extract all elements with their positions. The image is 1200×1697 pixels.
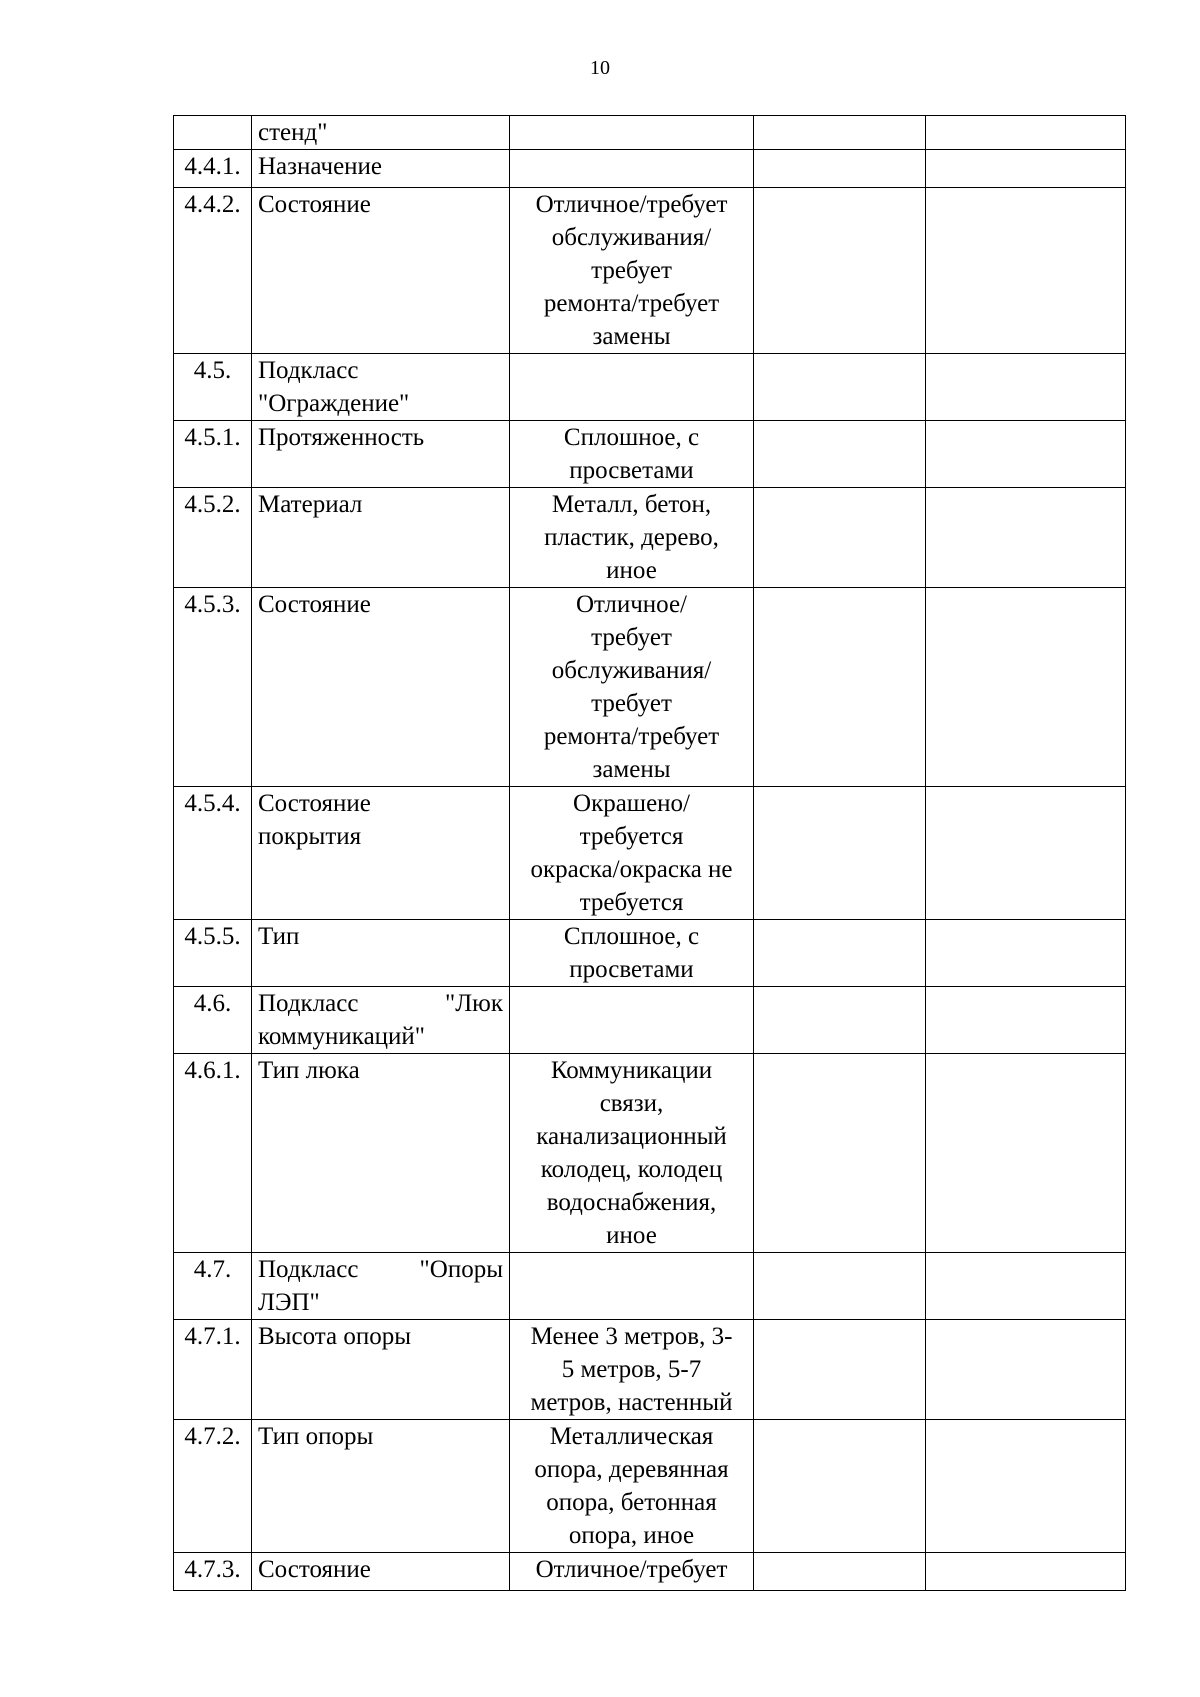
row-value-cell: Металлическая опора, деревянная опора, бетонная опора, иное: [510, 1420, 754, 1553]
row-empty-cell: [754, 1320, 926, 1420]
table-row: [174, 1320, 1126, 1420]
row-name-cell: Подкласс "Ограждение": [252, 354, 510, 421]
row-name-cell: Тип люка: [252, 1054, 510, 1253]
row-number-cell: 4.4.1.: [174, 150, 252, 188]
row-name-cell: Состояние: [252, 588, 510, 787]
row-empty-cell: [926, 588, 1126, 787]
table-body: [174, 116, 1126, 1591]
row-number-cell: 4.5.2.: [174, 488, 252, 588]
table-row: [174, 787, 1126, 920]
row-name-cell: Подкласс "Люк коммуникаций": [252, 987, 510, 1054]
row-number-cell: 4.7.2.: [174, 1420, 252, 1553]
row-name-cell: Назначение: [252, 150, 510, 188]
row-number-cell: 4.6.1.: [174, 1054, 252, 1253]
row-empty-cell: [754, 787, 926, 920]
row-empty-cell: [926, 1320, 1126, 1420]
row-number-cell: 4.7.3.: [174, 1553, 252, 1591]
row-number-cell: 4.6.: [174, 987, 252, 1054]
row-value-cell: Сплошное, с просветами: [510, 920, 754, 987]
table-row: [174, 1420, 1126, 1553]
row-empty-cell: [926, 1253, 1126, 1320]
row-name-cell: Протяженность: [252, 421, 510, 488]
row-empty-cell: [754, 1420, 926, 1553]
row-empty-cell: [926, 920, 1126, 987]
row-empty-cell: [926, 421, 1126, 488]
row-empty-cell: [754, 150, 926, 188]
row-value-cell: [510, 354, 754, 421]
row-number-cell: 4.7.1.: [174, 1320, 252, 1420]
row-empty-cell: [926, 1420, 1126, 1553]
row-name-cell: Материал: [252, 488, 510, 588]
row-value-cell: [510, 987, 754, 1054]
row-empty-cell: [926, 1054, 1126, 1253]
row-empty-cell: [754, 116, 926, 150]
row-name-cell: Тип: [252, 920, 510, 987]
row-value-cell: Отличное/требует обслуживания/ требует ремонта/требует замены: [510, 188, 754, 354]
table-row: [174, 188, 1126, 354]
row-empty-cell: [754, 188, 926, 354]
row-value-cell: Окрашено/ требуется окраска/окраска не требуется: [510, 787, 754, 920]
row-number-cell: 4.5.5.: [174, 920, 252, 987]
row-value-cell: Металл, бетон, пластик, дерево, иное: [510, 488, 754, 588]
row-empty-cell: [754, 421, 926, 488]
row-number-cell: 4.4.2.: [174, 188, 252, 354]
row-name-cell: Состояние: [252, 1553, 510, 1591]
row-name-cell: Состояние: [252, 188, 510, 354]
row-value-cell: [510, 150, 754, 188]
table-row: [174, 150, 1126, 188]
row-name-cell: Состояние покрытия: [252, 787, 510, 920]
row-value-cell: Отличное/ требует обслуживания/ требует ремонта/требует замены: [510, 588, 754, 787]
row-number-cell: 4.5.: [174, 354, 252, 421]
row-number-cell: 4.5.3.: [174, 588, 252, 787]
row-empty-cell: [926, 488, 1126, 588]
row-name-cell: Тип опоры: [252, 1420, 510, 1553]
row-empty-cell: [754, 588, 926, 787]
row-value-cell: [510, 1253, 754, 1320]
row-empty-cell: [926, 188, 1126, 354]
row-number-cell: 4.5.1.: [174, 421, 252, 488]
row-value-cell: Менее 3 метров, 3- 5 метров, 5-7 метров, настенный: [510, 1320, 754, 1420]
table-row: [174, 488, 1126, 588]
row-empty-cell: [926, 987, 1126, 1054]
row-empty-cell: [754, 1553, 926, 1591]
table-row: [174, 1253, 1126, 1320]
table-row: [174, 987, 1126, 1054]
table-row: [174, 354, 1126, 421]
row-name-cell: Высота опоры: [252, 1320, 510, 1420]
row-number-cell: [174, 116, 252, 150]
row-empty-cell: [754, 488, 926, 588]
row-empty-cell: [926, 354, 1126, 421]
table-row: [174, 1553, 1126, 1591]
row-empty-cell: [754, 354, 926, 421]
row-empty-cell: [754, 920, 926, 987]
table-row: [174, 588, 1126, 787]
row-empty-cell: [754, 1253, 926, 1320]
row-empty-cell: [926, 787, 1126, 920]
row-number-cell: 4.5.4.: [174, 787, 252, 920]
page-number: 10: [590, 57, 610, 79]
table-row: [174, 116, 1126, 150]
table-row: [174, 920, 1126, 987]
classification-table: [173, 115, 1126, 1591]
row-value-cell: Сплошное, с просветами: [510, 421, 754, 488]
table-row: [174, 1054, 1126, 1253]
row-name-cell: стенд": [252, 116, 510, 150]
row-empty-cell: [926, 150, 1126, 188]
row-number-cell: 4.7.: [174, 1253, 252, 1320]
row-empty-cell: [926, 1553, 1126, 1591]
row-value-cell: Отличное/требует: [510, 1553, 754, 1591]
row-value-cell: [510, 116, 754, 150]
row-empty-cell: [754, 987, 926, 1054]
row-name-cell: Подкласс "Опоры ЛЭП": [252, 1253, 510, 1320]
row-empty-cell: [754, 1054, 926, 1253]
row-value-cell: Коммуникации связи, канализационный колодец, колодец водоснабжения, иное: [510, 1054, 754, 1253]
row-empty-cell: [926, 116, 1126, 150]
table-row: [174, 421, 1126, 488]
